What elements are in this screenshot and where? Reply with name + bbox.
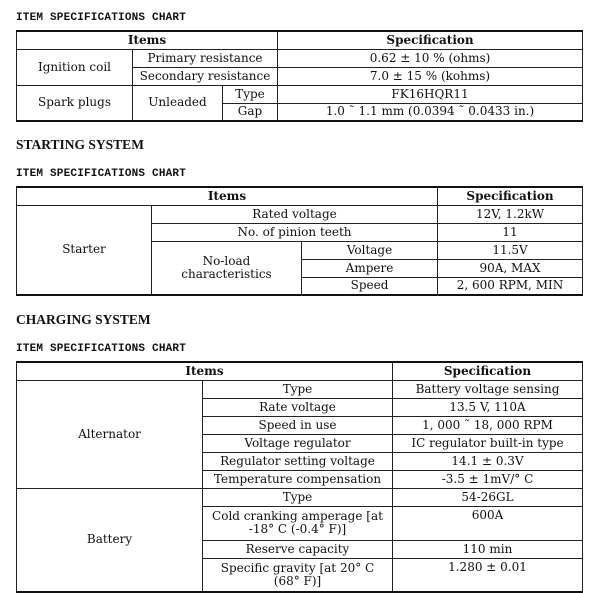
- starter-label: Starter: [17, 205, 152, 295]
- header-items: Items: [17, 31, 278, 49]
- unleaded-label: Unleaded: [133, 85, 223, 121]
- charging-header-items: Items: [17, 362, 393, 380]
- no-load-label: No-load characteristics: [152, 241, 302, 295]
- alternator-row-value: -3.5 ± 1mV/° C: [393, 470, 583, 488]
- header-specification: Specification: [278, 31, 583, 49]
- voltage-label: Voltage: [302, 241, 438, 259]
- battery-row-label: Type: [203, 488, 393, 506]
- alternator-row-label: Type: [203, 380, 393, 398]
- charging-header-specification: Specification: [393, 362, 583, 380]
- pinion-teeth-value: 11: [438, 223, 583, 241]
- battery-row-label: Specific gravity [at 20° C (68° F)]: [203, 558, 393, 592]
- primary-resistance-label: Primary resistance: [133, 49, 278, 67]
- secondary-resistance-label: Secondary resistance: [133, 67, 278, 85]
- primary-resistance-value: 0.62 ± 10 % (ohms): [278, 49, 583, 67]
- battery-row-label: Cold cranking amperage [at -18° C (-0.4° F)]: [203, 506, 393, 540]
- starting-system-title: STARTING SYSTEM: [16, 137, 144, 152]
- alternator-row-label: Temperature compensation: [203, 470, 393, 488]
- alternator-row-value: Battery voltage sensing: [393, 380, 583, 398]
- starting-header-specification: Specification: [438, 187, 583, 205]
- voltage-value: 11.5V: [438, 241, 583, 259]
- starting-spec-table: [16, 186, 583, 296]
- battery-row-label: Reserve capacity: [203, 540, 393, 558]
- ampere-label: Ampere: [302, 259, 438, 277]
- rated-voltage-label: Rated voltage: [152, 205, 438, 223]
- pinion-teeth-label: No. of pinion teeth: [152, 223, 438, 241]
- spark-type-value: FK16HQR11: [278, 85, 583, 103]
- starting-caption: ITEM SPECIFICATIONS CHART: [16, 168, 187, 180]
- alternator-row-value: 13.5 V, 110A: [393, 398, 583, 416]
- alternator-row-label: Voltage regulator: [203, 434, 393, 452]
- battery-row-value: 54-26GL: [393, 488, 583, 506]
- ampere-value: 90A, MAX: [438, 259, 583, 277]
- battery-row-value: 1.280 ± 0.01: [393, 558, 583, 592]
- speed-label: Speed: [302, 277, 438, 295]
- charging-spec-table: [16, 361, 583, 593]
- alternator-row-value: IC regulator built-in type: [393, 434, 583, 452]
- alternator-row-label: Regulator setting voltage: [203, 452, 393, 470]
- spark-plugs-label: Spark plugs: [17, 85, 133, 121]
- charging-system-title: CHARGING SYSTEM: [16, 312, 151, 327]
- spark-gap-value: 1.0 ˜ 1.1 mm (0.0394 ˜ 0.0433 in.): [278, 103, 583, 121]
- table1-caption: ITEM SPECIFICATIONS CHART: [16, 12, 187, 24]
- spark-gap-label: Gap: [223, 103, 278, 121]
- alternator-label: Alternator: [17, 380, 203, 488]
- rated-voltage-value: 12V, 1.2kW: [438, 205, 583, 223]
- alternator-row-label: Rate voltage: [203, 398, 393, 416]
- spark-type-label: Type: [223, 85, 278, 103]
- battery-row-value: 110 min: [393, 540, 583, 558]
- charging-caption: ITEM SPECIFICATIONS CHART: [16, 343, 187, 355]
- alternator-row-value: 1, 000 ˜ 18, 000 RPM: [393, 416, 583, 434]
- ignition-coil-label: Ignition coil: [17, 49, 133, 85]
- speed-value: 2, 600 RPM, MIN: [438, 277, 583, 295]
- battery-label: Battery: [17, 488, 203, 592]
- ignition-spec-table: [16, 30, 583, 122]
- starting-header-items: Items: [17, 187, 438, 205]
- secondary-resistance-value: 7.0 ± 15 % (kohms): [278, 67, 583, 85]
- alternator-row-value: 14.1 ± 0.3V: [393, 452, 583, 470]
- alternator-row-label: Speed in use: [203, 416, 393, 434]
- battery-row-value: 600A: [393, 506, 583, 540]
